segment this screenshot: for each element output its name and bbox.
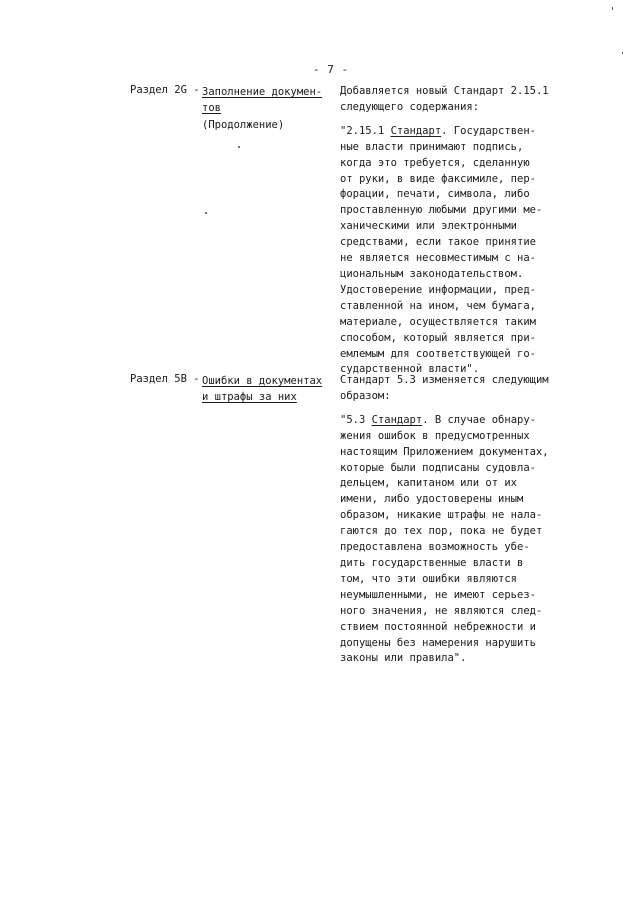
intro-paragraph bbox=[340, 84, 549, 116]
quote-line-start: "5.3 bbox=[340, 413, 372, 426]
scan-speck bbox=[205, 212, 207, 214]
quote-line-end: . Государствен- bbox=[441, 124, 536, 137]
page-number: - 7 - bbox=[313, 63, 349, 76]
section-title-line: Заполнение докумен- bbox=[202, 86, 323, 98]
quote-line: которые были подписаны судовла- bbox=[340, 461, 536, 474]
quote-line: настоящим Приложением документах, bbox=[340, 445, 549, 458]
section-title bbox=[202, 373, 330, 405]
quote-line: допущены без намерения нарушить bbox=[340, 636, 536, 649]
quote-line: дельцем, капитаном или от их bbox=[340, 477, 518, 490]
intro-line: образом: bbox=[340, 389, 391, 402]
quote-line: способом, который является при- bbox=[340, 331, 536, 344]
section-body bbox=[340, 84, 549, 378]
quoted-standard bbox=[340, 413, 549, 668]
intro-line: Добавляется новый Стандарт 2.15.1 bbox=[340, 85, 549, 97]
quote-line: ханическими или электронными bbox=[340, 220, 518, 233]
quote-line: ствием постоянной небрежности и bbox=[340, 620, 536, 633]
intro-paragraph bbox=[340, 373, 549, 405]
quote-line: средствами, если такое принятие bbox=[340, 236, 536, 249]
section-title-line: Ошибки в документах bbox=[202, 375, 323, 387]
quote-line: законы или правила". bbox=[340, 652, 467, 665]
section-label: Раздел 2G - bbox=[130, 84, 200, 96]
quoted-standard bbox=[340, 124, 545, 379]
section-title bbox=[202, 84, 330, 133]
quote-line: образом, никакие штрафы не нала- bbox=[340, 509, 543, 522]
section-title-line: и штрафы за них bbox=[202, 391, 297, 403]
intro-line: Стандарт 5.3 изменяется следующим bbox=[340, 374, 549, 386]
quote-line: жения ошибок в предусмотренных bbox=[340, 429, 530, 442]
quote-first-line bbox=[340, 413, 545, 429]
quote-line: Удостоверение информации, пред- bbox=[340, 283, 536, 296]
quote-line: гаются до тех пор, пока не будет bbox=[340, 525, 543, 538]
quote-line: материале, осуществляется таким bbox=[340, 315, 536, 328]
quote-line-start: "2.15.1 bbox=[340, 124, 391, 137]
quote-line: когда это требуется, сделанную bbox=[340, 156, 530, 169]
standard-ref: Стандарт bbox=[390, 124, 442, 137]
section-label: Раздел 5В - bbox=[130, 373, 200, 385]
quote-line: том, что эти ошибки являются bbox=[340, 572, 518, 585]
section-body bbox=[340, 373, 549, 667]
quote-line: от руки, в виде факсимиле, пер- bbox=[340, 172, 536, 185]
quote-line: сударственной власти". bbox=[340, 363, 480, 376]
quote-line: имени, либо удостоверены иным bbox=[340, 493, 524, 506]
intro-line: следующего содержания: bbox=[340, 100, 480, 113]
quote-line: емлемым для соответствующей го- bbox=[340, 347, 536, 360]
section-title-line: тов bbox=[202, 102, 221, 114]
scan-speck bbox=[622, 52, 623, 54]
section-title-note: (Продолжение) bbox=[202, 119, 285, 131]
scan-speck bbox=[612, 7, 613, 10]
quote-line: циональным законодательством. bbox=[340, 267, 524, 280]
quote-line-end: . В случае обнару- bbox=[422, 413, 536, 426]
quote-line: дить государственные власти в bbox=[340, 556, 524, 569]
scan-speck bbox=[238, 146, 240, 148]
quote-line: ставленной на ином, чем бумага, bbox=[340, 299, 536, 312]
quote-line: ные власти принимают подпись, bbox=[340, 140, 524, 153]
quote-line: неумышленными, не имеют серьез- bbox=[340, 588, 536, 601]
quote-line: не является несовместимым с на- bbox=[340, 252, 536, 265]
quote-line: проставленную любыми другими ме- bbox=[340, 204, 543, 217]
quote-line: форации, печати, символа, либо bbox=[340, 188, 530, 201]
quote-line: ного значения, не являются след- bbox=[340, 604, 543, 617]
quote-first-line bbox=[340, 124, 545, 140]
quote-line: предоставлена возможность убе- bbox=[340, 541, 530, 554]
standard-ref: Стандарт bbox=[371, 413, 423, 426]
